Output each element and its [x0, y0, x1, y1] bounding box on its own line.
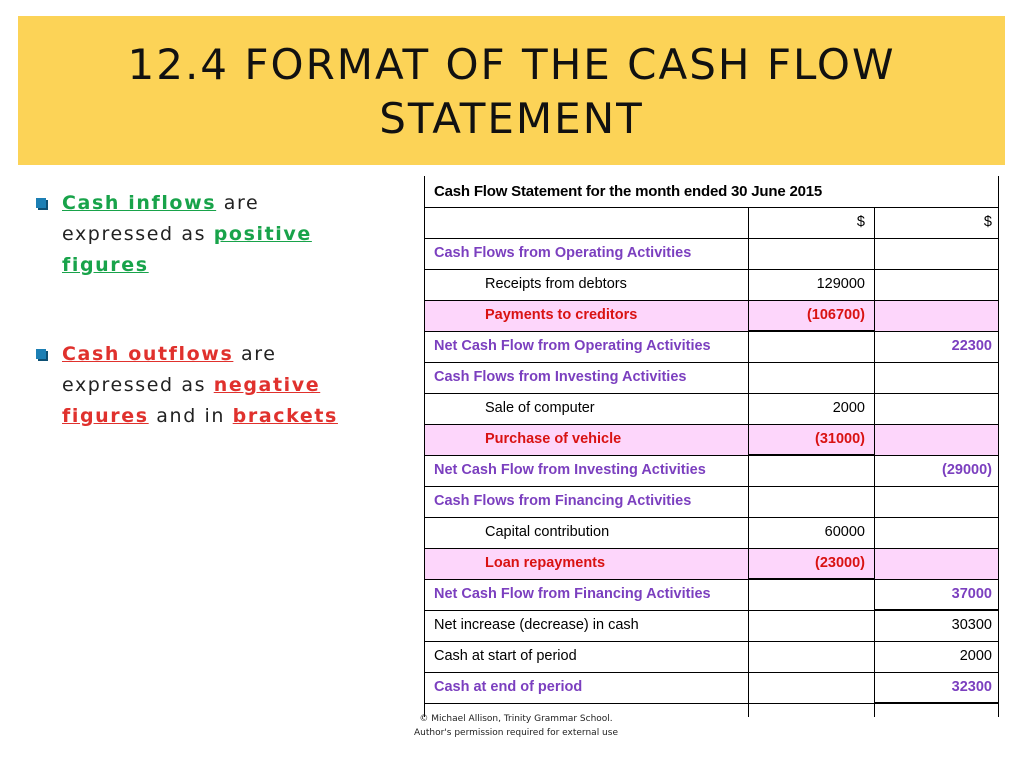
grid-line — [424, 548, 999, 549]
statement-row-section — [424, 362, 999, 393]
statement-row-inflow — [424, 517, 999, 548]
row-label: Loan repayments — [485, 555, 606, 571]
grid-line — [424, 331, 999, 332]
grid-column-line — [998, 176, 999, 717]
row-amount-col2 — [874, 238, 992, 269]
statement-heading: Cash Flow Statement for the month ended 30 June 2015 — [434, 183, 823, 200]
row-amount-col2 — [874, 362, 992, 393]
row-amount-col2: 2000 — [959, 648, 992, 664]
row-amount-col2: 22300 — [951, 338, 992, 354]
row-amount-col1 — [748, 610, 865, 641]
square-bullet-icon — [36, 198, 46, 208]
grid-line — [424, 672, 999, 673]
row-amount-col2 — [874, 486, 992, 517]
grid-line — [424, 238, 999, 239]
grid-column-line — [424, 176, 425, 717]
row-label: Purchase of vehicle — [485, 431, 622, 447]
statement-row-net — [424, 579, 999, 610]
row-label: Net Cash Flow from Operating Activities — [434, 338, 711, 354]
row-amount-col1 — [748, 238, 865, 269]
grid-line — [424, 486, 999, 487]
statement-row-outflow — [424, 424, 999, 455]
copyright-line-2: Author's permission required for external use — [414, 728, 618, 738]
grid-line — [424, 393, 999, 394]
keyword-cash-inflows: Cash inflows — [62, 192, 217, 214]
grid-line — [424, 610, 999, 611]
row-label: Net Cash Flow from Investing Activities — [434, 462, 706, 478]
cash-flow-statement-table — [424, 176, 999, 716]
row-amount-col1: (31000) — [815, 431, 865, 447]
row-amount-col2 — [874, 269, 992, 300]
row-label: Net Cash Flow from Financing Activities — [434, 586, 711, 602]
row-label: Cash Flows from Operating Activities — [434, 245, 692, 261]
currency-header-col2: $ — [983, 214, 992, 230]
grid-line — [424, 455, 999, 456]
currency-header-col1: $ — [856, 214, 865, 230]
grid-line — [424, 579, 999, 580]
row-amount-col2: 30300 — [951, 617, 992, 633]
statement-row-net — [424, 331, 999, 362]
row-label: Net increase (decrease) in cash — [434, 617, 639, 633]
row-amount-col1: 2000 — [832, 400, 865, 416]
row-amount-col2 — [874, 393, 992, 424]
statement-row-total — [424, 672, 999, 703]
row-label: Cash Flows from Investing Activities — [434, 369, 687, 385]
keyword-positive-figures: positive figures — [62, 223, 312, 276]
row-amount-col1 — [748, 455, 865, 486]
slide-title-line-1: 12.4 FORMAT OF THE CASH FLOW — [127, 40, 896, 89]
row-amount-col1: (106700) — [806, 307, 865, 323]
row-label: Cash at end of period — [434, 679, 583, 695]
grid-column-line — [748, 207, 749, 717]
row-amount-col1 — [748, 362, 865, 393]
row-label: Cash at start of period — [434, 648, 577, 664]
row-amount-col2 — [874, 548, 992, 579]
statement-row-inflow — [424, 269, 999, 300]
row-label: Receipts from debtors — [485, 276, 627, 292]
row-label: Payments to creditors — [485, 307, 638, 323]
row-amount-col2 — [874, 517, 992, 548]
grid-line — [424, 207, 999, 208]
bullet-text: are expressed as — [62, 343, 277, 396]
row-label: Capital contribution — [485, 524, 610, 540]
row-amount-col2: 32300 — [951, 679, 992, 695]
row-label: Cash Flows from Financing Activities — [434, 493, 692, 509]
statement-row-outflow — [424, 300, 999, 331]
statement-row-plain — [424, 610, 999, 641]
row-amount-col1: 129000 — [816, 276, 865, 292]
row-amount-col1 — [748, 672, 865, 703]
statement-row-plain — [424, 641, 999, 672]
row-label: Sale of computer — [485, 400, 595, 416]
row-amount-col1 — [748, 579, 865, 610]
grid-line — [424, 517, 999, 518]
row-amount-col2 — [874, 300, 992, 331]
row-amount-col2: 37000 — [951, 586, 992, 602]
grid-line — [424, 362, 999, 363]
row-amount-col1: 60000 — [824, 524, 865, 540]
statement-row-outflow — [424, 548, 999, 579]
statement-row-net — [424, 455, 999, 486]
bullet-cash-outflows — [36, 339, 376, 432]
row-amount-col2: (29000) — [942, 462, 992, 478]
keyword-negative-figures: negative figures — [62, 374, 321, 427]
statement-heading-row — [424, 176, 999, 207]
grid-line — [424, 641, 999, 642]
copyright-line-1: © Michael Allison, Trinity Grammar School. — [419, 714, 613, 724]
slide-title — [18, 38, 1005, 146]
row-amount-col1 — [748, 641, 865, 672]
currency-header-row — [424, 207, 999, 238]
bullet-cash-inflows — [36, 188, 376, 281]
grid-line — [424, 269, 999, 270]
statement-row-inflow — [424, 393, 999, 424]
statement-row-section — [424, 486, 999, 517]
row-amount-col1 — [748, 486, 865, 517]
row-amount-col1: (23000) — [815, 555, 865, 571]
row-amount-col2 — [874, 424, 992, 455]
bullet-text: and in — [148, 405, 233, 427]
grid-line — [424, 703, 999, 704]
bullet-list — [36, 188, 376, 432]
grid-line — [424, 300, 999, 301]
keyword-brackets: brackets — [232, 405, 338, 427]
bullet-text: are expressed as — [62, 192, 260, 245]
slide-title-line-2: STATEMENT — [379, 94, 644, 143]
grid-line — [424, 424, 999, 425]
square-bullet-icon — [36, 349, 46, 359]
statement-row-section — [424, 238, 999, 269]
row-amount-col1 — [748, 331, 865, 362]
keyword-cash-outflows: Cash outflows — [62, 343, 234, 365]
grid-column-line — [874, 207, 875, 717]
copyright-note — [396, 712, 636, 740]
